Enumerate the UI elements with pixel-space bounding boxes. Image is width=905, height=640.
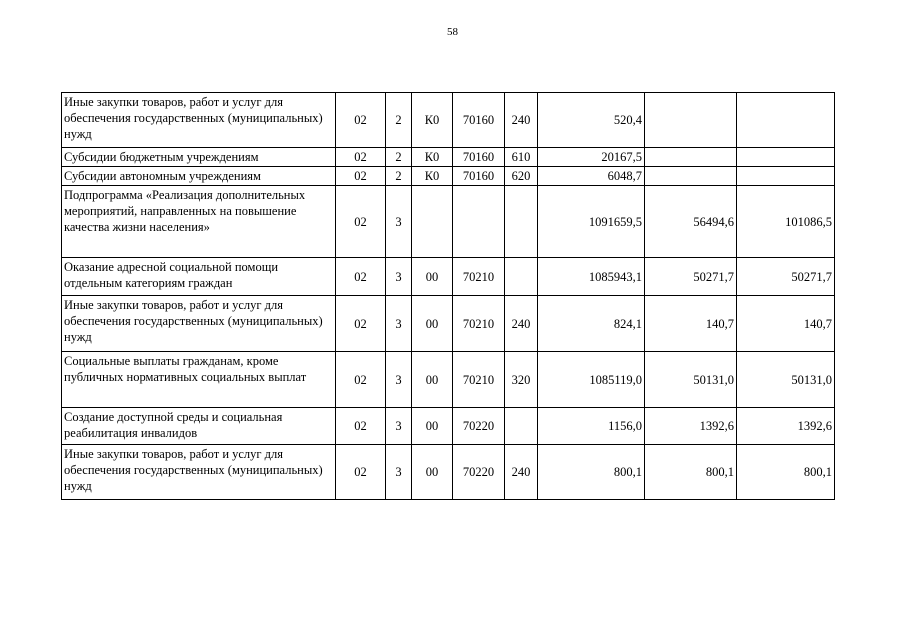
row-name: Субсидии бюджетным учреждениям xyxy=(62,148,336,167)
table-row xyxy=(62,186,835,258)
amount-year-1: 1091659,5 xyxy=(538,186,645,258)
amount-year-1: 520,4 xyxy=(538,93,645,148)
program-code: 3 xyxy=(386,445,412,500)
direction-code: 70160 xyxy=(453,93,505,148)
table-row xyxy=(62,167,835,186)
expense-type-code: 240 xyxy=(505,93,538,148)
expense-type-code: 610 xyxy=(505,148,538,167)
row-name: Оказание адресной социальной помощи отдельным категориям граждан xyxy=(62,258,336,296)
subprogram-code: К0 xyxy=(412,167,453,186)
amount-year-3: 101086,5 xyxy=(737,186,835,258)
amount-year-1: 800,1 xyxy=(538,445,645,500)
subprogram-code: 00 xyxy=(412,258,453,296)
table-row xyxy=(62,352,835,408)
amount-year-2: 50131,0 xyxy=(645,352,737,408)
program-code: 3 xyxy=(386,186,412,258)
amount-year-2: 140,7 xyxy=(645,296,737,352)
direction-code: 70220 xyxy=(453,408,505,445)
budget-table xyxy=(61,92,835,500)
section-code: 02 xyxy=(336,93,386,148)
table-row xyxy=(62,296,835,352)
amount-year-2: 50271,7 xyxy=(645,258,737,296)
expense-type-code: 240 xyxy=(505,445,538,500)
row-name: Создание доступной среды и социальная реабилитация инвалидов xyxy=(62,408,336,445)
section-code: 02 xyxy=(336,258,386,296)
direction-code: 70210 xyxy=(453,258,505,296)
amount-year-2 xyxy=(645,167,737,186)
amount-year-2 xyxy=(645,148,737,167)
section-code: 02 xyxy=(336,296,386,352)
expense-type-code: 320 xyxy=(505,352,538,408)
amount-year-1: 20167,5 xyxy=(538,148,645,167)
expense-type-code xyxy=(505,186,538,258)
amount-year-1: 1085119,0 xyxy=(538,352,645,408)
amount-year-3 xyxy=(737,93,835,148)
amount-year-1: 1085943,1 xyxy=(538,258,645,296)
direction-code: 70160 xyxy=(453,148,505,167)
subprogram-code: К0 xyxy=(412,93,453,148)
amount-year-3: 140,7 xyxy=(737,296,835,352)
subprogram-code: 00 xyxy=(412,445,453,500)
expense-type-code: 240 xyxy=(505,296,538,352)
page-number: 58 xyxy=(447,26,458,38)
direction-code: 70160 xyxy=(453,167,505,186)
program-code: 2 xyxy=(386,148,412,167)
row-name: Социальные выплаты гражданам, кроме публичных нормативных социальных выплат xyxy=(62,352,336,408)
amount-year-3: 50131,0 xyxy=(737,352,835,408)
table-row xyxy=(62,408,835,445)
direction-code xyxy=(453,186,505,258)
section-code: 02 xyxy=(336,408,386,445)
table-row xyxy=(62,258,835,296)
subprogram-code: 00 xyxy=(412,296,453,352)
program-code: 2 xyxy=(386,167,412,186)
subprogram-code xyxy=(412,186,453,258)
amount-year-1: 824,1 xyxy=(538,296,645,352)
section-code: 02 xyxy=(336,167,386,186)
amount-year-1: 6048,7 xyxy=(538,167,645,186)
row-name: Субсидии автономным учреждениям xyxy=(62,167,336,186)
table-row xyxy=(62,148,835,167)
direction-code: 70220 xyxy=(453,445,505,500)
amount-year-3 xyxy=(737,167,835,186)
direction-code: 70210 xyxy=(453,296,505,352)
amount-year-2: 800,1 xyxy=(645,445,737,500)
amount-year-3 xyxy=(737,148,835,167)
expense-type-code: 620 xyxy=(505,167,538,186)
section-code: 02 xyxy=(336,445,386,500)
program-code: 3 xyxy=(386,408,412,445)
program-code: 3 xyxy=(386,296,412,352)
row-name: Подпрограмма «Реализация дополнительных мероприятий, направленных на повышение качества жизни населения» xyxy=(62,186,336,258)
amount-year-3: 50271,7 xyxy=(737,258,835,296)
expense-type-code xyxy=(505,258,538,296)
amount-year-2 xyxy=(645,93,737,148)
program-code: 2 xyxy=(386,93,412,148)
section-code: 02 xyxy=(336,186,386,258)
section-code: 02 xyxy=(336,352,386,408)
subprogram-code: 00 xyxy=(412,352,453,408)
program-code: 3 xyxy=(386,258,412,296)
subprogram-code: К0 xyxy=(412,148,453,167)
direction-code: 70210 xyxy=(453,352,505,408)
amount-year-2: 1392,6 xyxy=(645,408,737,445)
program-code: 3 xyxy=(386,352,412,408)
amount-year-1: 1156,0 xyxy=(538,408,645,445)
subprogram-code: 00 xyxy=(412,408,453,445)
table-row xyxy=(62,93,835,148)
row-name: Иные закупки товаров, работ и услуг для обеспечения государственных (муниципальных) нужд xyxy=(62,93,336,148)
expense-type-code xyxy=(505,408,538,445)
row-name: Иные закупки товаров, работ и услуг для обеспечения государственных (муниципальных) нужд xyxy=(62,296,336,352)
amount-year-3: 800,1 xyxy=(737,445,835,500)
amount-year-3: 1392,6 xyxy=(737,408,835,445)
section-code: 02 xyxy=(336,148,386,167)
amount-year-2: 56494,6 xyxy=(645,186,737,258)
table-row xyxy=(62,445,835,500)
row-name: Иные закупки товаров, работ и услуг для обеспечения государственных (муниципальных) нужд xyxy=(62,445,336,500)
